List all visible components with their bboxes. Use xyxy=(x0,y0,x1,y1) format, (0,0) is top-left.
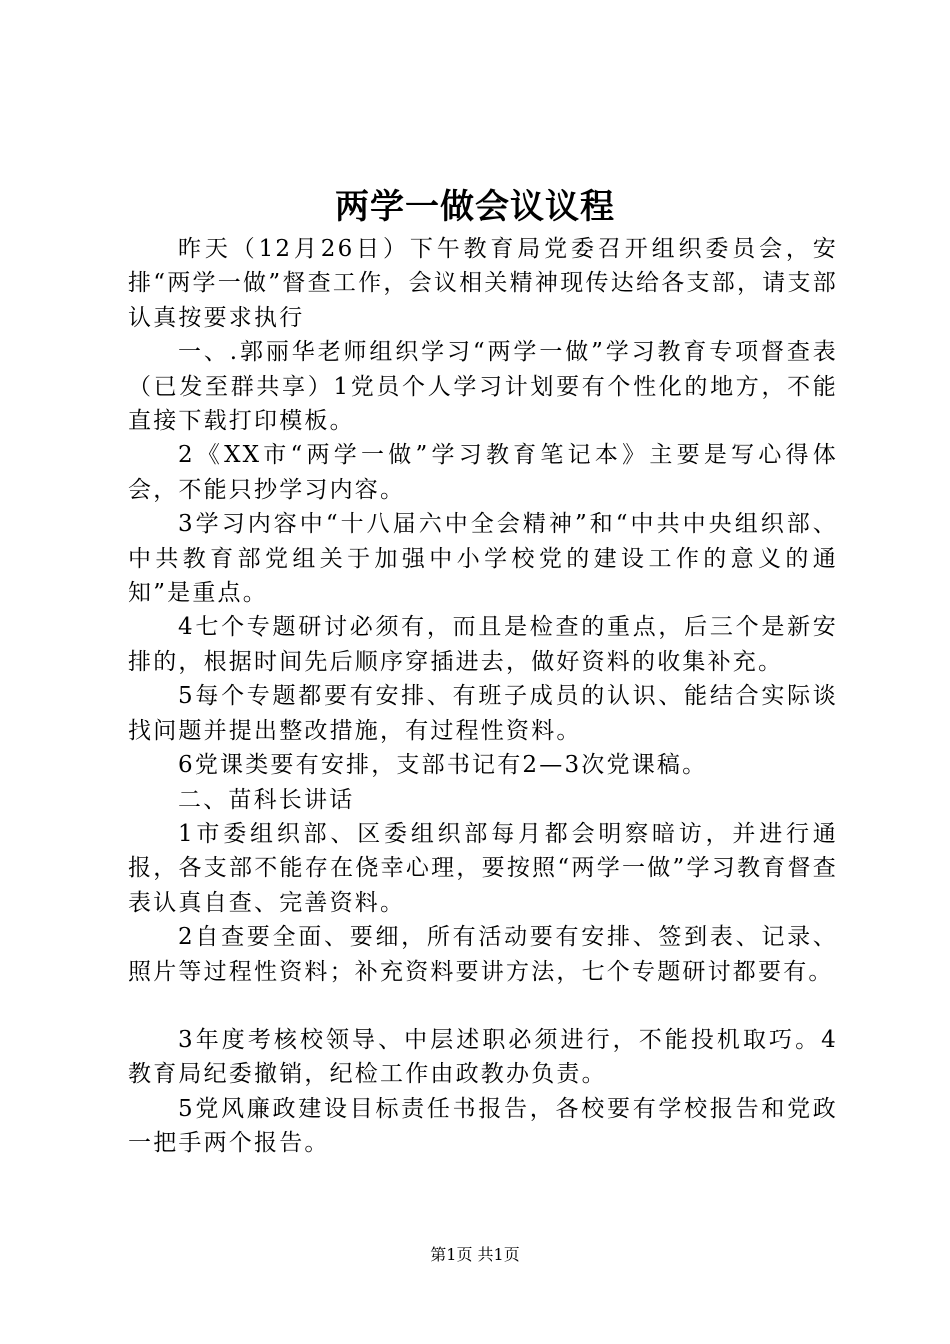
paragraph-section-two-item-3-4: 3年度考核校领导、中层述职必须进行，不能投机取巧。4教育局纪委撤销，纪检工作由政教办负责。 xyxy=(128,1026,838,1088)
document-body xyxy=(128,232,838,1161)
page-footer: 第1页 共1页 xyxy=(430,1245,520,1264)
paragraph-item-2: 2《XX市“两学一做”学习教育笔记本》主要是写心得体会，不能只抄学习内容。 xyxy=(128,442,838,503)
paragraph-section-two-item-5: 5党风廉政建设目标责任书报告，各校要有学校报告和党政一把手两个报告。 xyxy=(128,1095,838,1157)
paragraph-item-6: 6党课类要有安排，支部书记有2—3次党课稿。 xyxy=(178,752,708,779)
paragraph-item-5: 5每个专题都要有安排、有班子成员的认识、能结合实际谈找问题并提出整改措施，有过程性资料。 xyxy=(128,683,838,744)
paragraph-section-two-item-1: 1市委组织部、区委组织部每月都会明察暗访，并进行通报，各支部不能存在侥幸心理，要按照“两学一做”学习教育督查表认真自查、完善资料。 xyxy=(128,820,838,916)
paragraph-section-one: 一、.郭丽华老师组织学习“两学一做”学习教育专项督查表（已发至群共享）1党员个人学习计划要有个性化的地方，不能直接下载打印模板。 xyxy=(128,339,838,435)
paragraph-intro: 昨天（12月26日）下午教育局党委召开组织委员会，安排“两学一做”督查工作，会议相关精神现传达给各支部，请支部认真按要求执行 xyxy=(128,236,838,331)
paragraph-section-two-item-2: 2自查要全面、要细，所有活动要有安排、签到表、记录、照片等过程性资料；补充资料要讲方法，七个专题研讨都要有。 xyxy=(128,924,838,985)
document-title: 两学一做会议议程 xyxy=(335,187,615,227)
paragraph-item-3: 3学习内容中“十八届六中全会精神”和“中共中央组织部、中共教育部党组关于加强中小学校党的建设工作的意义的通知”是重点。 xyxy=(128,511,838,607)
paragraph-item-4: 4七个专题研讨必须有，而且是检查的重点，后三个是新安排的，根据时间先后顺序穿插进去，做好资料的收集补充。 xyxy=(128,614,838,675)
paragraph-section-two: 二、苗科长讲话 xyxy=(178,786,355,813)
